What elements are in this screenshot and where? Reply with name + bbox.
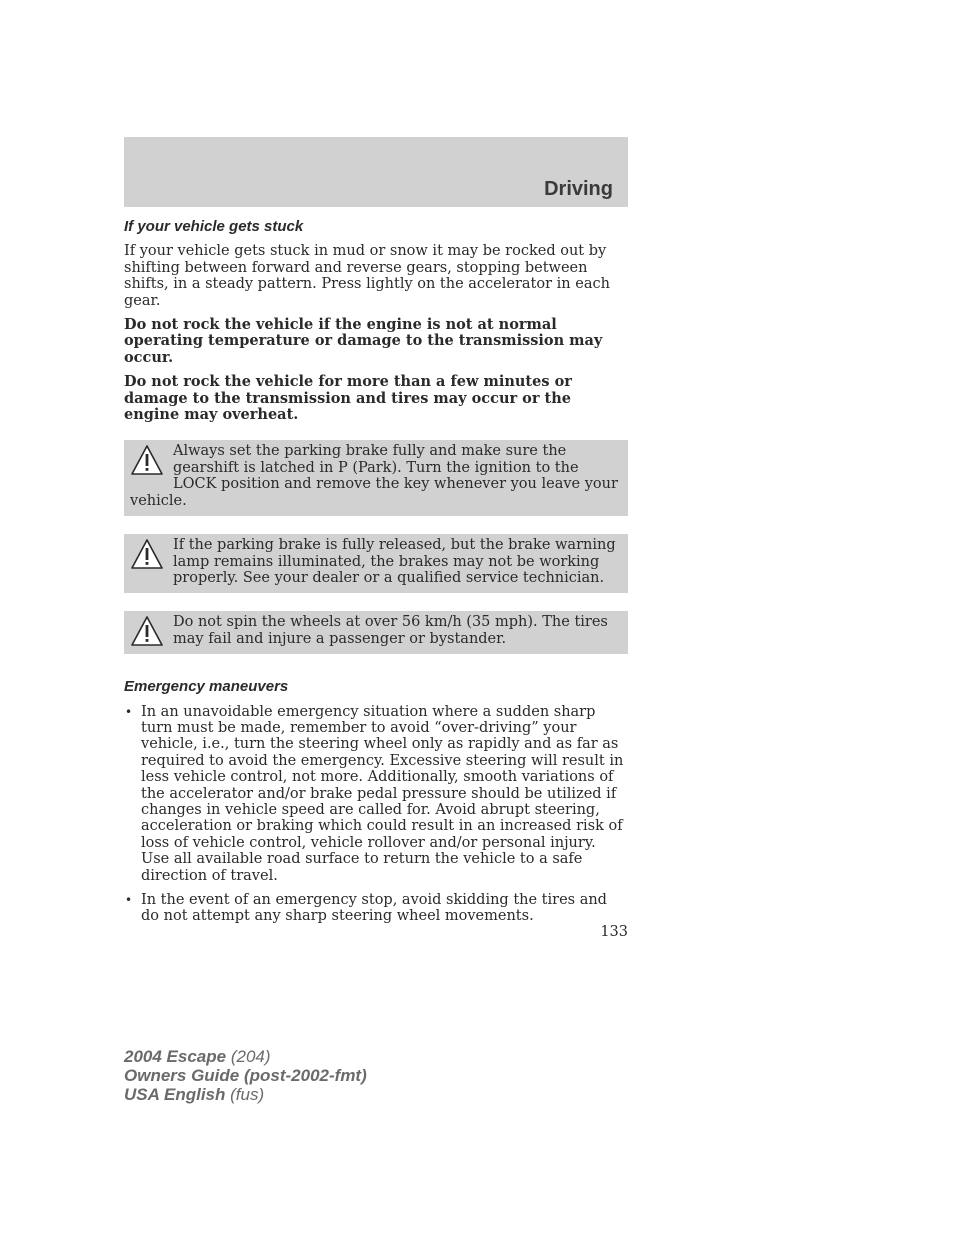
footer-model: 2004 Escape — [124, 1047, 227, 1066]
page-number: 133 — [600, 924, 628, 940]
emergency-heading: Emergency maneuvers — [124, 678, 289, 696]
page-content — [124, 219, 628, 933]
warning-triangle-icon — [130, 444, 164, 476]
warning-text: Always set the parking brake fully and make sure the gearshift is latched in P (Park). Turn the ignition to the LOCK position and remove the key whenever you leave your vehicle. — [130, 443, 618, 509]
footer-model-code: (204) — [230, 1047, 271, 1066]
warning-text: If the parking brake is fully released, but the brake warning lamp remains illuminated, the brakes may not be working properly. See your dealer or a qualified service technician. — [173, 537, 616, 586]
stuck-intro: If your vehicle gets stuck in mud or snow it may be rocked out by shifting between forward and reverse gears, stopping between shifts, in a steady pattern. Press lightly on the accelerator in each gear. — [124, 243, 610, 309]
warning-box-wheel-spin — [124, 611, 628, 654]
bullet-glyph: • — [125, 893, 133, 907]
document-footer — [124, 1047, 367, 1104]
stuck-heading: If your vehicle gets stuck — [124, 218, 304, 235]
section-title: Driving — [544, 178, 613, 200]
footer-language-code: (fus) — [230, 1085, 265, 1104]
emergency-bullet-list — [124, 704, 628, 925]
rock-caution-duration: Do not rock the vehicle for more than a few minutes or damage to the transmission and tires may occur or the engine may overheat. — [124, 373, 572, 424]
footer-guide-type: Owners Guide (post-2002-fmt) — [124, 1066, 367, 1085]
list-item — [124, 892, 628, 925]
list-item — [124, 704, 628, 884]
list-item-text: In the event of an emergency stop, avoid skidding the tires and do not attempt any sharp steering wheel movements. — [141, 892, 607, 925]
bullet-glyph: • — [125, 704, 133, 719]
warning-box-parking-brake — [124, 440, 628, 516]
footer-language: USA English — [124, 1085, 226, 1104]
list-item-text: In an unavoidable emergency situation where a sudden sharp turn must be made, remember to avoid “over-driving” your vehicle, i.e., turn the steering wheel only as rapidly and as far as required to avoid the emergency. Excessive steering will result in less vehicle control, not more. Additionally, smooth variations of the accelerator and/or brake pedal pressure should be utilized if changes in vehicle speed are called for. Avoid abrupt steering, acceleration or braking which could result in an increased risk of loss of vehicle control, vehicle rollover and/or personal injury. Use all available road surface to return the vehicle to a safe direction of travel. — [141, 703, 624, 884]
warning-box-brake-lamp — [124, 534, 628, 593]
warning-triangle-icon — [130, 538, 164, 570]
warning-text: Do not spin the wheels at over 56 km/h (35 mph). The tires may fail and injure a passenger or bystander. — [173, 614, 608, 647]
section-header-band — [124, 137, 628, 207]
rock-caution-temperature: Do not rock the vehicle if the engine is not at normal operating temperature or damage to the transmission may occur. — [124, 316, 603, 366]
warning-triangle-icon — [130, 615, 164, 647]
